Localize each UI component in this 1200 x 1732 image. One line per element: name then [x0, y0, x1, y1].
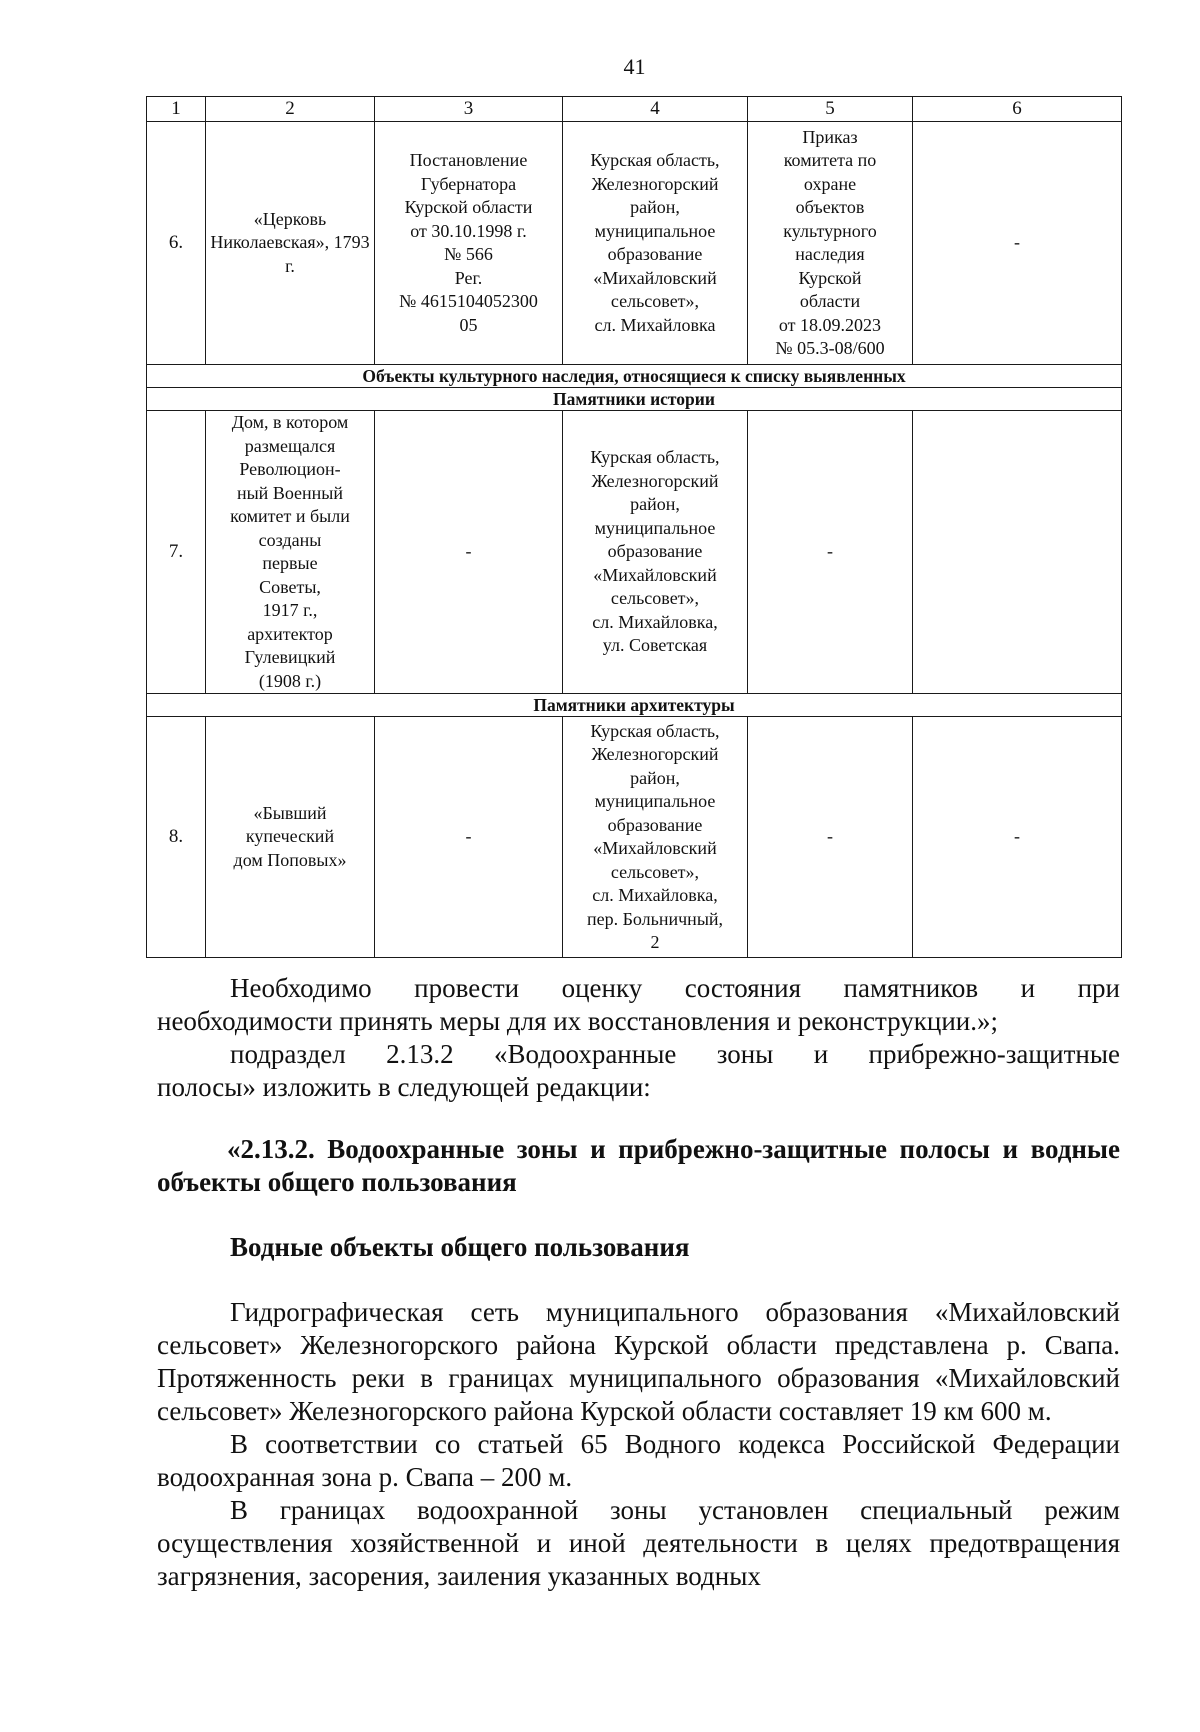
cell-line: Гулевицкий [244, 647, 336, 667]
column-number: 5 [748, 97, 913, 122]
cell-line: сл. Михайловка, [592, 611, 718, 632]
column-number: 3 [375, 97, 563, 122]
cell-line: комитет и были [230, 506, 350, 526]
cell-line: культурного [783, 220, 877, 241]
subsection-row [147, 388, 1122, 411]
cell-line: сл. Михайловка [594, 314, 716, 335]
cell-line: Постановление [409, 150, 528, 170]
cell-line: № 05.3-08/600 [775, 338, 885, 358]
column-number-row [147, 97, 1122, 122]
order-cell: - [748, 411, 913, 694]
cell-line: наследия [795, 244, 865, 264]
cell-line: области [799, 291, 861, 311]
legal-document-cell: - [375, 717, 563, 958]
cell-line: район, [630, 197, 680, 217]
section-row [147, 365, 1122, 388]
section-heading: «2.13.2. Водоохранные зоны и прибрежно-защитные полосы и водные объекты общего пользования [157, 1134, 1120, 1197]
subsection-title-architecture: Памятники архитектуры [147, 694, 1122, 717]
cell-line: Советы, [259, 576, 321, 597]
cell-line: первые [262, 553, 318, 573]
cell-line: образование [607, 244, 703, 264]
cell-line: купеческий [245, 826, 335, 847]
cell-line: Курской [798, 267, 862, 288]
table-row [147, 717, 1122, 958]
column-number: 1 [147, 97, 206, 122]
subsection-heading: Водные объекты общего пользования [230, 1232, 690, 1262]
object-name-cell: «Церковь Николаевская», 1793 г. [206, 122, 375, 365]
page-number: 41 [623, 54, 646, 79]
cell-line: сельсовет», [610, 291, 700, 311]
column6-cell: - [913, 122, 1122, 365]
location-cell [563, 411, 748, 694]
row-number: 8. [147, 717, 206, 958]
subsection-title-history: Памятники истории [147, 388, 1122, 411]
cell-line: 05 [459, 314, 478, 335]
cell-line: Курская область, [590, 720, 720, 741]
cell-line: образование [607, 814, 703, 835]
cell-line: муниципальное [594, 791, 716, 811]
location-cell [563, 122, 748, 365]
order-cell [748, 122, 913, 365]
paragraph: подраздел 2.13.2 «Водоохранные зоны и прибрежно-защитные [230, 1039, 1120, 1069]
paragraph: В соответствии со статьей 65 Водного кодекса Российской Федерации водоохранная зона р. Свапа – 200 м. [157, 1429, 1120, 1492]
cell-line: Губернатора [420, 173, 517, 194]
cell-line: «Бывший [253, 802, 327, 823]
cell-line: сельсовет», [610, 861, 700, 882]
cell-line: муниципальное [594, 220, 716, 241]
cell-line: «Михайловский [593, 564, 717, 585]
cell-line: комитета по [783, 150, 877, 170]
cell-line: сельсовет», [610, 588, 700, 609]
column6-cell: - [913, 717, 1122, 958]
cell-line: район, [630, 494, 680, 515]
cell-line: № 566 [444, 244, 493, 264]
cell-line: Курской области [404, 197, 533, 217]
cell-line: архитектор [247, 623, 333, 644]
cell-line: сл. Михайловка, [592, 885, 718, 905]
document-body [157, 972, 1120, 1104]
cell-line: дом Поповых» [233, 849, 347, 870]
cell-line: от 18.09.2023 [778, 314, 882, 335]
paragraph: Необходимо провести оценку состояния памятников и при [230, 973, 1120, 1003]
order-cell: - [748, 717, 913, 958]
cell-line: объектов [795, 197, 865, 217]
cell-line: 2 [650, 932, 660, 952]
column6-cell [913, 411, 1122, 694]
cell-line: Курская область, [590, 150, 720, 170]
section-heading-block [157, 1133, 1120, 1199]
location-cell [563, 717, 748, 958]
cell-line: Приказ [802, 126, 858, 147]
cell-line: «Михайловский [593, 267, 717, 288]
section-title-identified: Объекты культурного наследия, относящиеся к списку выявленных [147, 365, 1122, 388]
cell-line: размещался [244, 435, 336, 456]
cell-line: (1908 г.) [258, 670, 322, 691]
cell-line: Революцион- [239, 459, 341, 479]
subsection-row [147, 694, 1122, 717]
monuments-table [146, 96, 1121, 958]
paragraph-continuation: полосы» изложить в следующей редакции: [157, 1072, 651, 1102]
object-name-cell [206, 411, 375, 694]
table-row [147, 411, 1122, 694]
row-number: 7. [147, 411, 206, 694]
subsection-heading-block [157, 1231, 1120, 1264]
cell-line: Железногорский [591, 470, 719, 491]
cell-line: «Михайловский [593, 838, 717, 858]
cell-line: Дом, в котором [231, 412, 349, 432]
column-number: 4 [563, 97, 748, 122]
legal-document-cell: - [375, 411, 563, 694]
object-name-cell [206, 717, 375, 958]
row-number: 6. [147, 122, 206, 365]
table-row [147, 122, 1122, 365]
cell-line: охране [803, 173, 857, 194]
cell-line: район, [630, 767, 680, 788]
body-paragraphs [157, 1296, 1120, 1593]
cell-line: пер. Больничный, [586, 908, 724, 929]
cell-line: 1917 г., [262, 600, 318, 620]
cell-line: ный Военный [236, 482, 344, 503]
paragraph: Гидрографическая сеть муниципального образования «Михайловский сельсовет» Железногорского района Курской области представлена р. Свапа. Протяженность реки в границах муниципального образования «Михайловский сельсовет» Железногорского района Курской области составляет 19 км 600 м. [157, 1297, 1120, 1426]
cell-line: № 4615104052300 [399, 291, 538, 311]
cell-line: образование [607, 541, 703, 562]
cell-line: ул. Советская [602, 635, 708, 656]
legal-document-cell [375, 122, 563, 365]
cell-line: муниципальное [594, 517, 716, 538]
cell-line: от 30.10.1998 г. [410, 220, 527, 241]
cell-line: Железногорский [591, 173, 719, 194]
column-number: 2 [206, 97, 375, 122]
cell-line: Курская область, [590, 447, 720, 468]
paragraph-continuation: необходимости принять меры для их восстановления и реконструкции.»; [157, 1006, 998, 1036]
cell-line: созданы [258, 529, 322, 550]
paragraph: В границах водоохранной зоны установлен специальный режим осуществления хозяйственной и иной деятельности в целях предотвращения загрязнения, засорения, заиления указанных водных [157, 1495, 1120, 1591]
column-number: 6 [913, 97, 1122, 122]
cell-line: Железногорский [591, 744, 719, 764]
cell-line: Рег. [454, 267, 483, 288]
